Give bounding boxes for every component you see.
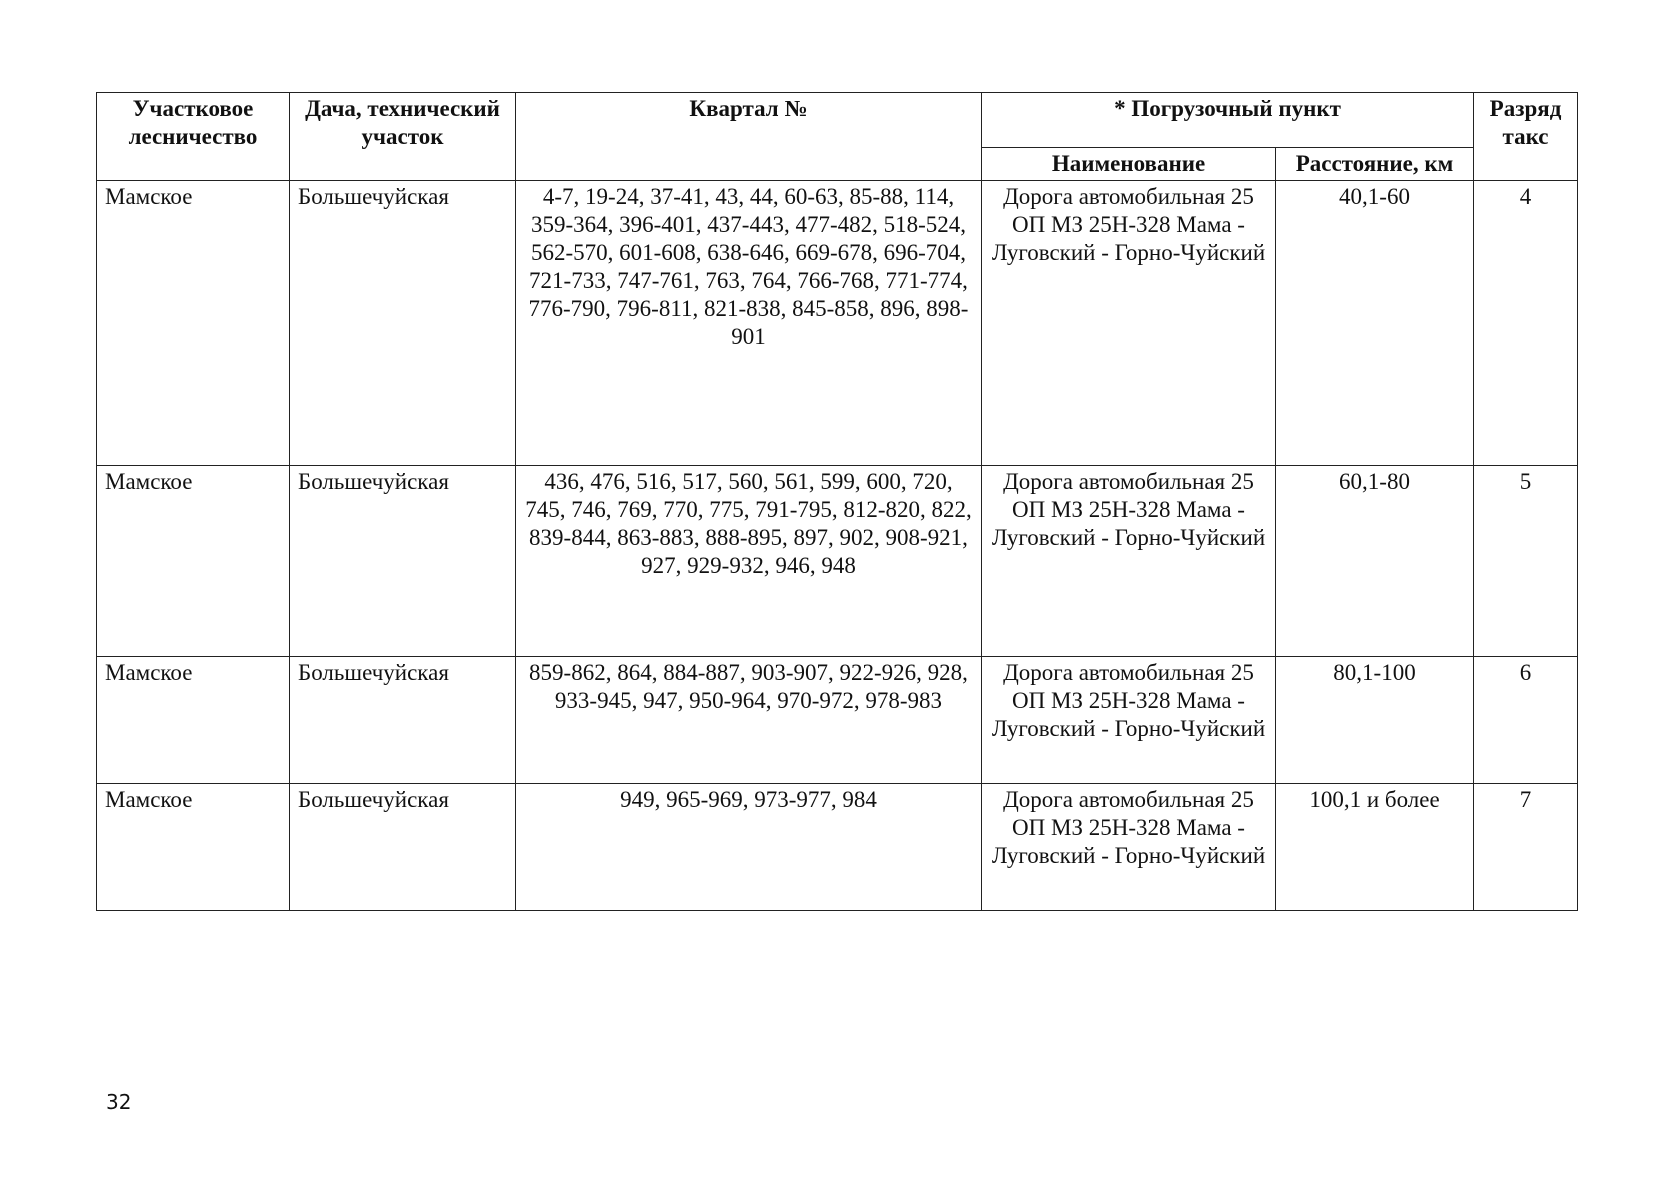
header-dacha: Дача, технический участок <box>290 93 516 181</box>
cell-loading-point-name: Дорога автомобильная 25 ОП МЗ 25Н-328 Мама - Луговский - Горно-Чуйский <box>982 466 1276 657</box>
cell-distance: 80,1-100 <box>1276 657 1474 784</box>
cell-dacha: Большечуйская <box>290 466 516 657</box>
cell-rank: 5 <box>1474 466 1578 657</box>
cell-loading-point-name: Дорога автомобильная 25 ОП МЗ 25Н-328 Мама - Луговский - Горно-Чуйский <box>982 657 1276 784</box>
cell-dacha: Большечуйская <box>290 181 516 466</box>
table-row <box>97 657 1578 784</box>
table-header-row <box>97 93 1578 148</box>
cell-distance: 100,1 и более <box>1276 784 1474 911</box>
table-row <box>97 784 1578 911</box>
cell-dacha: Большечуйская <box>290 657 516 784</box>
cell-forestry: Мамское <box>97 181 290 466</box>
cell-loading-point-name: Дорога автомобильная 25 ОП МЗ 25Н-328 Мама - Луговский - Горно-Чуйский <box>982 784 1276 911</box>
tax-rank-table <box>96 92 1578 911</box>
cell-loading-point-name: Дорога автомобильная 25 ОП МЗ 25Н-328 Мама - Луговский - Горно-Чуйский <box>982 181 1276 466</box>
table-row <box>97 181 1578 466</box>
header-name: Наименование <box>982 148 1276 181</box>
header-loading-point: * Погрузочный пункт <box>982 93 1474 148</box>
cell-rank: 6 <box>1474 657 1578 784</box>
cell-forestry: Мамское <box>97 784 290 911</box>
header-forestry: Участковое лесничество <box>97 93 290 181</box>
table-row <box>97 466 1578 657</box>
page-number: 32 <box>106 1090 132 1114</box>
cell-forestry: Мамское <box>97 466 290 657</box>
cell-rank: 4 <box>1474 181 1578 466</box>
cell-rank: 7 <box>1474 784 1578 911</box>
cell-distance: 40,1-60 <box>1276 181 1474 466</box>
cell-kvartal: 436, 476, 516, 517, 560, 561, 599, 600, 720, 745, 746, 769, 770, 775, 791-795, 812-820, 822, 839-844, 863-883, 888-895, 897, 902, 908-921, 927, 929-932, 946, 948 <box>516 466 982 657</box>
cell-distance: 60,1-80 <box>1276 466 1474 657</box>
cell-dacha: Большечуйская <box>290 784 516 911</box>
header-kvartal: Квартал № <box>516 93 982 181</box>
cell-kvartal: 4-7, 19-24, 37-41, 43, 44, 60-63, 85-88, 114, 359-364, 396-401, 437-443, 477-482, 518-524, 562-570, 601-608, 638-646, 669-678, 696-704, 721-733, 747-761, 763, 764, 766-768, 771-774, 776-790, 796-811, 821-838, 845-858, 896, 898-901 <box>516 181 982 466</box>
header-distance: Расстояние, км <box>1276 148 1474 181</box>
header-rank: Разряд такс <box>1474 93 1578 181</box>
cell-kvartal: 949, 965-969, 973-977, 984 <box>516 784 982 911</box>
cell-forestry: Мамское <box>97 657 290 784</box>
cell-kvartal: 859-862, 864, 884-887, 903-907, 922-926, 928, 933-945, 947, 950-964, 970-972, 978-983 <box>516 657 982 784</box>
